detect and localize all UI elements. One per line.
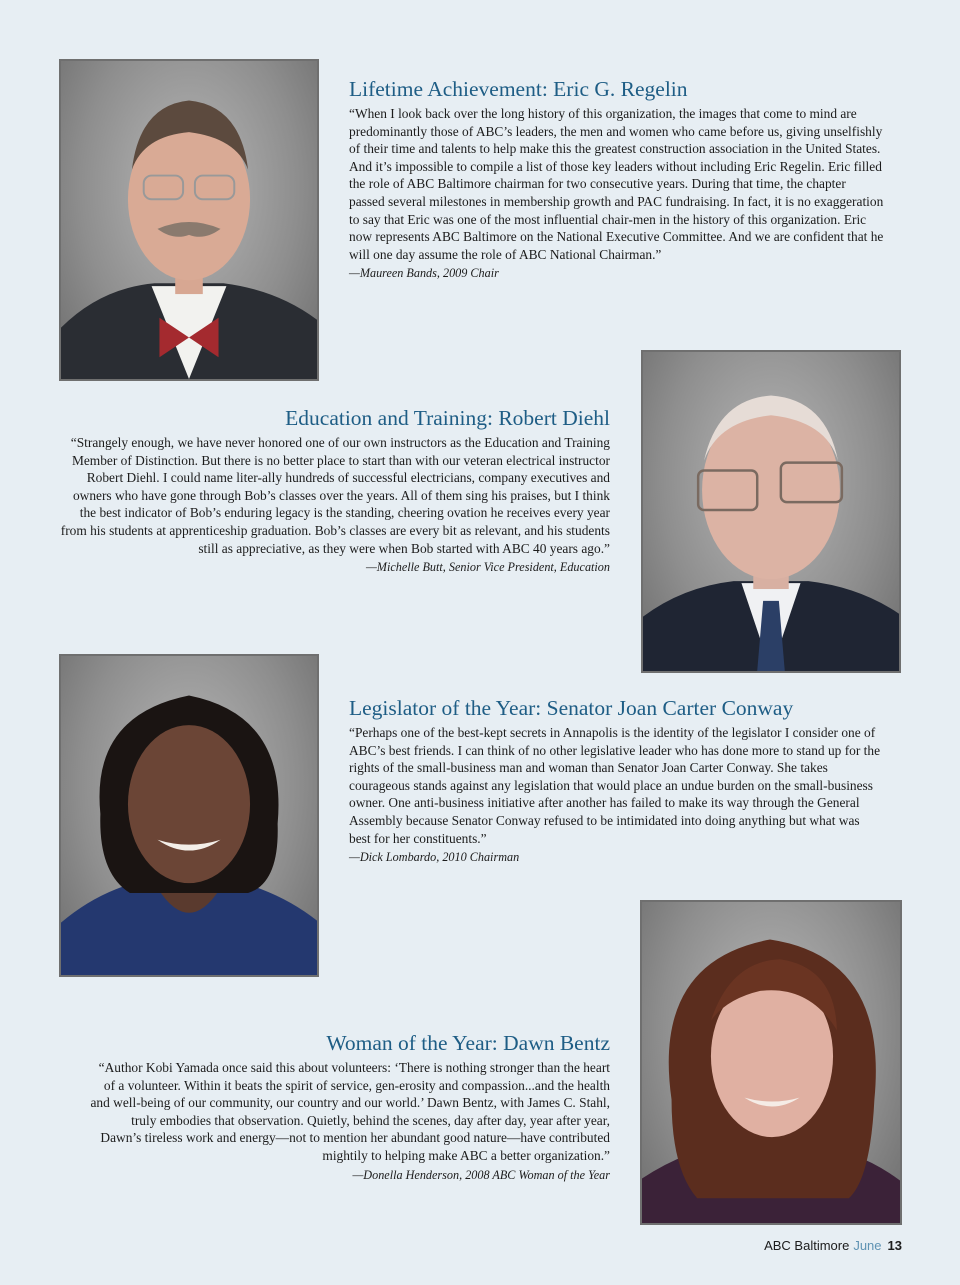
quote-woman-of-year: “Author Kobi Yamada once said this about volunteers: ‘There is nothing stronger than the heart of a volunteer. Within it beats the spirit of service, gen-erosity and compassion...and the health and well-being of our community, our country and our world.’ Dawn Bentz, with James C. Stahl, truly embodies that observation. Quietly, behind the scenes, day after day, year after year, Dawn’s tireless work and energy—not to mention her abundant good nature—have contributed mightily to helping make ABC a better organization.”: [90, 1060, 610, 1163]
heading-lifetime-achievement: Lifetime Achievement: Eric G. Regelin: [349, 77, 688, 101]
heading-education-training: Education and Training: Robert Diehl: [285, 406, 610, 430]
photo-joan-carter-conway: [59, 654, 319, 977]
footer-publication: ABC Baltimore: [764, 1238, 850, 1253]
attribution-woman-of-year: —Donella Henderson, 2008 ABC Woman of the Year: [352, 1167, 610, 1182]
photo-robert-diehl: [641, 350, 901, 673]
footer-month: June: [853, 1238, 882, 1253]
heading-legislator: Legislator of the Year: Senator Joan Carter Conway: [349, 696, 794, 720]
quote-lifetime-achievement: “When I look back over the long history of this organization, the images that come to mind are predominantly those of ABC’s leaders, the men and women who came before us, giving unselfishly of their time and talents to help make this the greatest construction association in the United States. And it’s impossible to compile a list of those key leaders without including Eric Regelin. Eric filled the role of ABC Baltimore chairman for two consecutive years. During that time, the chapter passed several milestones in membership growth and PAC fundraising. In fact, it is no exaggeration to say that Eric was one of the most influential chair-men in the history of this organization. Eric now represents ABC Baltimore on the National Executive Committee. And we are confident that he will one day assume the role of ABC National Chairman.”: [349, 106, 884, 262]
attribution-legislator: —Dick Lombardo, 2010 Chairman: [349, 850, 520, 865]
section-legislator: [349, 695, 884, 865]
photo-eric-regelin: [59, 59, 319, 381]
section-education-training: [60, 405, 610, 575]
section-lifetime-achievement: [349, 76, 884, 281]
page-footer: [764, 1238, 902, 1253]
footer-page-number: 13: [887, 1238, 902, 1253]
section-woman-of-year: [90, 1030, 610, 1183]
heading-woman-of-year: Woman of the Year: Dawn Bentz: [326, 1031, 610, 1055]
quote-legislator: “Perhaps one of the best-kept secrets in Annapolis is the identity of the legislator I consider one of ABC’s best friends. I can think of no other legislative leader who has done more to stand up for the rights of the small-business man and woman than Senator Joan Carter Conway. She takes courageous stands against any legislation that would place an undue burden on the small-business owner. One anti-business initiative after another has failed to make its way through the General Assembly because Senator Conway refused to be intimidated into doing anything but what was best for her constituents.”: [349, 725, 881, 846]
attribution-lifetime-achievement: —Maureen Bands, 2009 Chair: [349, 266, 499, 281]
quote-education-training: “Strangely enough, we have never honored one of our own instructors as the Education and Training Member of Distinction. But there is no better place to start than with our veteran electrical instructor Robert Diehl. I could name liter-ally hundreds of successful electricians, company executives and owners who have gone through Bob’s classes over the years. All of them sing his praises, but I think the best indicator of Bob’s enduring legacy is the standing, cheering ovation he receives every year from his students at apprenticeship graduation. Bob’s classes are every bit as relevant, and his students still as appreciative, as they were when Bob started with ABC 40 years ago.”: [60, 435, 610, 556]
photo-dawn-bentz: [640, 900, 902, 1225]
attribution-education-training: —Michelle Butt, Senior Vice President, Education: [365, 560, 610, 575]
